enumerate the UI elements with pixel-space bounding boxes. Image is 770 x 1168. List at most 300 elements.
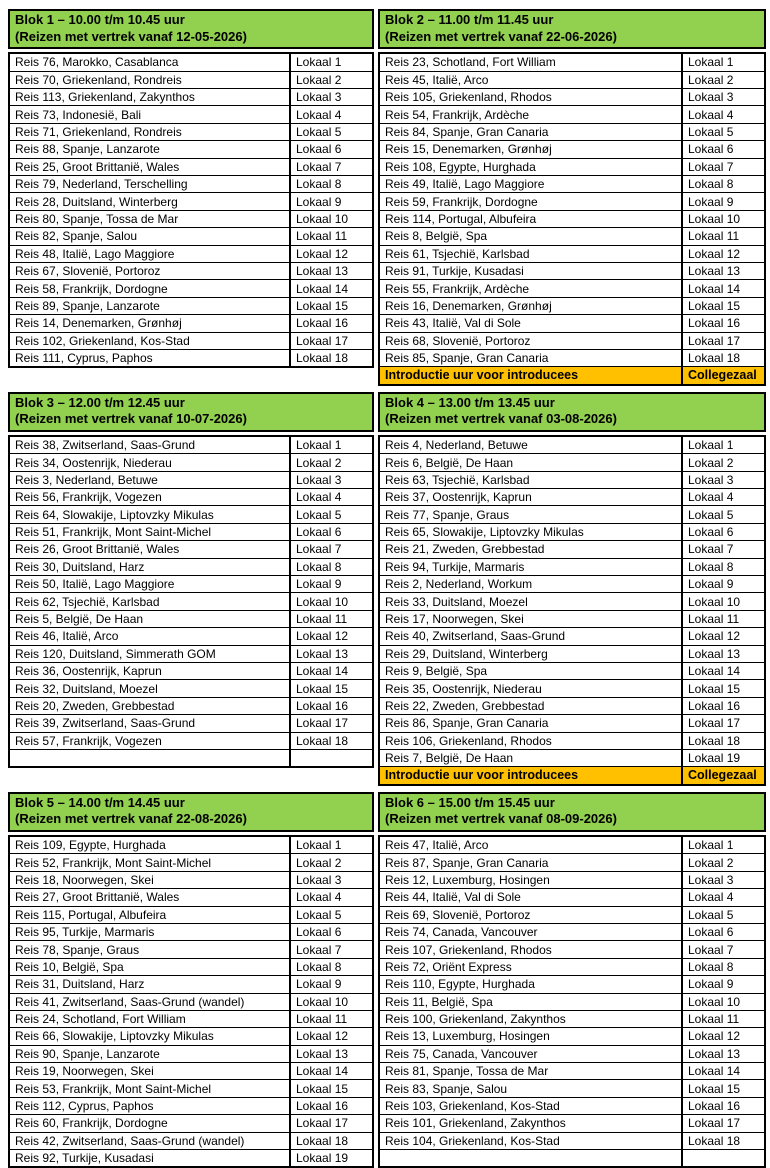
- trip-row: [9, 123, 373, 140]
- room-cell: Lokaal 3: [290, 89, 373, 106]
- room-cell: Lokaal 4: [290, 489, 373, 506]
- room-cell: Lokaal 10: [682, 993, 765, 1010]
- trip-row: [379, 1010, 765, 1027]
- trip-cell: Reis 25, Groot Brittanië, Wales: [9, 158, 290, 175]
- room-cell: Lokaal 1: [682, 836, 765, 854]
- trip-row: [9, 541, 373, 558]
- trip-row: [379, 280, 765, 297]
- trip-cell: Reis 24, Schotland, Fort William: [9, 1010, 290, 1027]
- room-cell: Lokaal 5: [290, 123, 373, 140]
- trip-row: [9, 193, 373, 210]
- block-header: [8, 9, 374, 49]
- trip-cell: Reis 120, Duitsland, Simmerath GOM: [9, 645, 290, 662]
- trip-cell: Reis 101, Griekenland, Zakynthos: [379, 1115, 682, 1132]
- block-blok-1: [8, 9, 374, 368]
- trip-row: [379, 523, 765, 540]
- trip-cell: Reis 55, Frankrijk, Ardèche: [379, 280, 682, 297]
- room-cell: Lokaal 18: [682, 732, 765, 749]
- trip-row: [379, 436, 765, 454]
- trip-row: [379, 1097, 765, 1114]
- trip-cell: Reis 31, Duitsland, Harz: [9, 976, 290, 993]
- trip-cell: Reis 82, Spanje, Salou: [9, 228, 290, 245]
- trip-cell: Reis 7, België, De Haan: [379, 749, 682, 766]
- trip-cell: Reis 27, Groot Brittanië, Wales: [9, 889, 290, 906]
- trip-row: [9, 715, 373, 732]
- trip-cell: Reis 76, Marokko, Casablanca: [9, 53, 290, 71]
- room-cell: Lokaal 8: [290, 958, 373, 975]
- trip-row: [9, 53, 373, 71]
- trip-cell: Reis 64, Slowakije, Liptovzky Mikulas: [9, 506, 290, 523]
- trip-cell: Reis 35, Oostenrijk, Niederau: [379, 680, 682, 697]
- trip-row: [379, 228, 765, 245]
- block-subtitle: (Reizen met vertrek vanaf 12-05-2026): [15, 28, 247, 44]
- trip-cell: Reis 83, Spanje, Salou: [379, 1080, 682, 1097]
- trip-row: [9, 836, 373, 854]
- room-cell: Lokaal 1: [290, 53, 373, 71]
- trip-cell: Reis 86, Spanje, Gran Canaria: [379, 715, 682, 732]
- room-cell: Lokaal 4: [682, 106, 765, 123]
- intro-label-cell: Introductie uur voor introducees: [379, 767, 682, 785]
- room-cell: Lokaal 2: [290, 454, 373, 471]
- trip-cell: Reis 65, Slowakije, Liptovzky Mikulas: [379, 523, 682, 540]
- trip-row: [9, 280, 373, 297]
- trip-cell: Reis 34, Oostenrijk, Niederau: [9, 454, 290, 471]
- trip-cell: Reis 6, België, De Haan: [379, 454, 682, 471]
- room-cell: Lokaal 14: [290, 1063, 373, 1080]
- room-cell: Lokaal 11: [682, 1010, 765, 1027]
- trip-cell: Reis 47, Italië, Arco: [379, 836, 682, 854]
- room-cell: Lokaal 13: [290, 645, 373, 662]
- block-subtitle: (Reizen met vertrek vanaf 03-08-2026): [385, 411, 617, 427]
- trip-row: [9, 889, 373, 906]
- trip-cell: Reis 36, Oostenrijk, Kaprun: [9, 663, 290, 680]
- trip-cell: Reis 33, Duitsland, Moezel: [379, 593, 682, 610]
- trip-cell: Reis 62, Tsjechië, Karlsbad: [9, 593, 290, 610]
- room-cell: Lokaal 5: [682, 906, 765, 923]
- trip-row: [9, 958, 373, 975]
- trip-row: [379, 123, 765, 140]
- room-cell: Lokaal 14: [682, 663, 765, 680]
- trip-cell: Reis 16, Denemarken, Grønhøj: [379, 297, 682, 314]
- trip-cell: Reis 45, Italië, Arco: [379, 71, 682, 88]
- trip-cell: Reis 68, Slovenië, Portoroz: [379, 332, 682, 349]
- trip-row: [9, 262, 373, 279]
- trip-cell: Reis 17, Noorwegen, Skei: [379, 610, 682, 627]
- block-header: [378, 792, 766, 832]
- trip-cell: Reis 2, Nederland, Workum: [379, 576, 682, 593]
- trip-row: [379, 1045, 765, 1062]
- block-blok-6: [378, 792, 766, 1168]
- trip-cell: Reis 112, Cyprus, Paphos: [9, 1097, 290, 1114]
- room-cell: Lokaal 10: [682, 210, 765, 227]
- room-cell: Lokaal 3: [682, 871, 765, 888]
- block-title: Blok 3 – 12.00 t/m 12.45 uur: [15, 394, 185, 410]
- trip-row: [379, 1063, 765, 1080]
- trip-cell: Reis 111, Cyprus, Paphos: [9, 349, 290, 367]
- trip-row: [379, 471, 765, 488]
- trip-cell: Reis 85, Spanje, Gran Canaria: [379, 349, 682, 366]
- room-cell: Lokaal 7: [682, 541, 765, 558]
- trip-cell: Reis 43, Italië, Val di Sole: [379, 315, 682, 332]
- room-cell: Lokaal 2: [290, 71, 373, 88]
- room-cell: Lokaal 15: [682, 1080, 765, 1097]
- room-cell: Lokaal 3: [290, 471, 373, 488]
- trip-row: [379, 941, 765, 958]
- room-cell: Lokaal 2: [682, 854, 765, 871]
- room-cell: Lokaal 15: [290, 297, 373, 314]
- trip-cell: Reis 95, Turkije, Marmaris: [9, 923, 290, 940]
- block-header: [378, 9, 766, 49]
- room-cell: Lokaal 7: [682, 941, 765, 958]
- trip-row: [9, 506, 373, 523]
- trip-cell: Reis 38, Zwitserland, Saas-Grund: [9, 436, 290, 454]
- empty-row: [379, 1150, 765, 1168]
- trip-row: [379, 906, 765, 923]
- trip-row: [9, 558, 373, 575]
- trip-row: [9, 158, 373, 175]
- trip-cell: Reis 39, Zwitserland, Saas-Grund: [9, 715, 290, 732]
- block-table: [8, 52, 374, 368]
- room-cell: Lokaal 10: [290, 593, 373, 610]
- room-cell: Lokaal 11: [290, 228, 373, 245]
- room-cell: Lokaal 14: [682, 1063, 765, 1080]
- room-cell: Lokaal 6: [682, 141, 765, 158]
- room-cell: Lokaal 3: [682, 89, 765, 106]
- trip-cell: Reis 19, Noorwegen, Skei: [9, 1063, 290, 1080]
- trip-row: [9, 645, 373, 662]
- trip-row: [9, 1115, 373, 1132]
- room-cell: Lokaal 8: [290, 558, 373, 575]
- room-cell: Lokaal 5: [290, 906, 373, 923]
- room-cell: Lokaal 6: [682, 523, 765, 540]
- room-cell: Lokaal 16: [682, 315, 765, 332]
- room-cell: Lokaal 15: [682, 680, 765, 697]
- room-cell: Lokaal 18: [290, 732, 373, 749]
- trip-cell: Reis 114, Portugal, Albufeira: [379, 210, 682, 227]
- trip-cell: Reis 44, Italië, Val di Sole: [379, 889, 682, 906]
- block-blok-4: [378, 392, 766, 786]
- trip-row: [379, 1132, 765, 1149]
- trip-row: [9, 332, 373, 349]
- trip-row: [379, 175, 765, 192]
- intro-row: [379, 367, 765, 385]
- trip-row: [9, 732, 373, 749]
- trip-cell: Reis 15, Denemarken, Grønhøj: [379, 141, 682, 158]
- block-blok-3: [8, 392, 374, 769]
- trip-row: [379, 1115, 765, 1132]
- trip-cell: Reis 41, Zwitserland, Saas-Grund (wandel): [9, 993, 290, 1010]
- room-cell: Lokaal 1: [290, 436, 373, 454]
- room-cell: Lokaal 9: [682, 576, 765, 593]
- trip-cell: Reis 13, Luxemburg, Hosingen: [379, 1028, 682, 1045]
- room-cell: Lokaal 16: [290, 315, 373, 332]
- trip-row: [379, 141, 765, 158]
- trip-row: [9, 1132, 373, 1149]
- room-cell: Lokaal 16: [682, 697, 765, 714]
- trip-row: [9, 228, 373, 245]
- room-cell: Lokaal 7: [290, 941, 373, 958]
- room-cell: Lokaal 15: [290, 1080, 373, 1097]
- room-cell: Lokaal 1: [682, 436, 765, 454]
- room-cell: Lokaal 4: [682, 889, 765, 906]
- trip-row: [379, 889, 765, 906]
- trip-row: [9, 454, 373, 471]
- trip-row: [379, 1080, 765, 1097]
- room-cell: Lokaal 17: [290, 1115, 373, 1132]
- room-cell: Lokaal 17: [682, 332, 765, 349]
- trip-cell: Reis 14, Denemarken, Grønhøj: [9, 315, 290, 332]
- trip-cell: Reis 66, Slowakije, Liptovzky Mikulas: [9, 1028, 290, 1045]
- room-cell: Lokaal 13: [682, 1045, 765, 1062]
- trip-row: [379, 193, 765, 210]
- room-cell: Lokaal 13: [290, 262, 373, 279]
- room-cell: Lokaal 13: [682, 262, 765, 279]
- empty-room-cell: [682, 1150, 765, 1168]
- trip-cell: Reis 107, Griekenland, Rhodos: [379, 941, 682, 958]
- trip-row: [379, 576, 765, 593]
- room-cell: Lokaal 18: [290, 349, 373, 367]
- block-title: Blok 1 – 10.00 t/m 10.45 uur: [15, 12, 185, 27]
- room-cell: Lokaal 5: [682, 123, 765, 140]
- trip-row: [379, 871, 765, 888]
- room-cell: Lokaal 14: [290, 663, 373, 680]
- block-table: [378, 435, 766, 786]
- trip-row: [9, 680, 373, 697]
- room-cell: Lokaal 17: [682, 715, 765, 732]
- trip-cell: Reis 21, Zweden, Grebbestad: [379, 541, 682, 558]
- trip-cell: Reis 10, België, Spa: [9, 958, 290, 975]
- empty-room-cell: [290, 749, 373, 767]
- trip-row: [379, 958, 765, 975]
- room-cell: Lokaal 9: [290, 576, 373, 593]
- room-cell: Lokaal 8: [290, 175, 373, 192]
- block-blok-5: [8, 792, 374, 1168]
- room-cell: Lokaal 1: [290, 836, 373, 854]
- trip-row: [379, 489, 765, 506]
- room-cell: Lokaal 7: [290, 158, 373, 175]
- room-cell: Lokaal 13: [290, 1045, 373, 1062]
- trip-row: [9, 89, 373, 106]
- room-cell: Lokaal 10: [682, 593, 765, 610]
- trip-row: [9, 471, 373, 488]
- trip-row: [9, 923, 373, 940]
- trip-row: [379, 349, 765, 366]
- trip-row: [379, 158, 765, 175]
- trip-cell: Reis 53, Frankrijk, Mont Saint-Michel: [9, 1080, 290, 1097]
- room-cell: Lokaal 17: [290, 715, 373, 732]
- trip-cell: Reis 108, Egypte, Hurghada: [379, 158, 682, 175]
- room-cell: Lokaal 13: [682, 645, 765, 662]
- trip-row: [379, 541, 765, 558]
- trip-cell: Reis 52, Frankrijk, Mont Saint-Michel: [9, 854, 290, 871]
- room-cell: Lokaal 5: [682, 506, 765, 523]
- trip-row: [379, 645, 765, 662]
- trip-cell: Reis 74, Canada, Vancouver: [379, 923, 682, 940]
- trip-cell: Reis 5, België, De Haan: [9, 610, 290, 627]
- block-header: [8, 792, 374, 832]
- trip-row: [9, 1080, 373, 1097]
- trip-row: [9, 906, 373, 923]
- trip-row: [9, 315, 373, 332]
- trip-row: [379, 610, 765, 627]
- trip-row: [9, 576, 373, 593]
- room-cell: Lokaal 10: [290, 210, 373, 227]
- room-cell: Lokaal 14: [682, 280, 765, 297]
- trip-row: [379, 506, 765, 523]
- trip-cell: Reis 8, België, Spa: [379, 228, 682, 245]
- room-cell: Lokaal 15: [290, 680, 373, 697]
- room-cell: Lokaal 9: [290, 976, 373, 993]
- trip-row: [9, 593, 373, 610]
- trip-cell: Reis 28, Duitsland, Winterberg: [9, 193, 290, 210]
- trip-row: [9, 210, 373, 227]
- room-cell: Lokaal 12: [682, 628, 765, 645]
- block-table: [8, 835, 374, 1168]
- trip-row: [9, 349, 373, 367]
- trip-cell: Reis 100, Griekenland, Zakynthos: [379, 1010, 682, 1027]
- trip-row: [379, 993, 765, 1010]
- empty-trip-cell: [379, 1150, 682, 1168]
- intro-row: [379, 767, 765, 785]
- empty-trip-cell: [9, 749, 290, 767]
- trip-cell: Reis 30, Duitsland, Harz: [9, 558, 290, 575]
- room-cell: Lokaal 18: [682, 349, 765, 366]
- block-blok-2: [378, 9, 766, 386]
- room-cell: Lokaal 12: [290, 1028, 373, 1045]
- trip-cell: Reis 63, Tsjechië, Karlsbad: [379, 471, 682, 488]
- room-cell: Lokaal 7: [290, 541, 373, 558]
- room-cell: Lokaal 11: [290, 1010, 373, 1027]
- trip-cell: Reis 29, Duitsland, Winterberg: [379, 645, 682, 662]
- trip-row: [379, 210, 765, 227]
- room-cell: Lokaal 6: [290, 923, 373, 940]
- trip-row: [9, 976, 373, 993]
- room-cell: Lokaal 19: [682, 749, 765, 766]
- trip-cell: Reis 54, Frankrijk, Ardèche: [379, 106, 682, 123]
- trip-row: [9, 1045, 373, 1062]
- block-title: Blok 6 – 15.00 t/m 15.45 uur: [385, 794, 555, 810]
- trip-row: [379, 332, 765, 349]
- trip-row: [9, 1063, 373, 1080]
- intro-room-cell: Collegezaal: [682, 767, 765, 785]
- trip-row: [9, 1150, 373, 1168]
- room-cell: Lokaal 16: [682, 1097, 765, 1114]
- trip-cell: Reis 106, Griekenland, Rhodos: [379, 732, 682, 749]
- trip-row: [9, 854, 373, 871]
- trip-cell: Reis 75, Canada, Vancouver: [379, 1045, 682, 1062]
- trip-row: [379, 315, 765, 332]
- trip-row: [379, 297, 765, 314]
- trip-cell: Reis 81, Spanje, Tossa de Mar: [379, 1063, 682, 1080]
- trip-row: [9, 663, 373, 680]
- room-cell: Lokaal 2: [682, 454, 765, 471]
- trip-cell: Reis 23, Schotland, Fort William: [379, 53, 682, 71]
- room-cell: Lokaal 12: [290, 628, 373, 645]
- block-title: Blok 2 – 11.00 t/m 11.45 uur: [385, 12, 554, 27]
- trip-row: [379, 854, 765, 871]
- trip-row: [379, 628, 765, 645]
- trip-cell: Reis 56, Frankrijk, Vogezen: [9, 489, 290, 506]
- room-cell: Lokaal 9: [290, 193, 373, 210]
- trip-cell: Reis 84, Spanje, Gran Canaria: [379, 123, 682, 140]
- trip-row: [379, 454, 765, 471]
- trip-cell: Reis 113, Griekenland, Zakynthos: [9, 89, 290, 106]
- trip-cell: Reis 57, Frankrijk, Vogezen: [9, 732, 290, 749]
- trip-cell: Reis 46, Italië, Arco: [9, 628, 290, 645]
- trip-row: [9, 489, 373, 506]
- block-header: [378, 392, 766, 432]
- room-cell: Lokaal 8: [682, 558, 765, 575]
- intro-label-cell: Introductie uur voor introducees: [379, 367, 682, 385]
- trip-cell: Reis 60, Frankrijk, Dordogne: [9, 1115, 290, 1132]
- block-table: [378, 52, 766, 385]
- trip-cell: Reis 42, Zwitserland, Saas-Grund (wandel): [9, 1132, 290, 1149]
- trip-cell: Reis 59, Frankrijk, Dordogne: [379, 193, 682, 210]
- room-cell: Lokaal 12: [682, 245, 765, 262]
- room-cell: Lokaal 11: [682, 610, 765, 627]
- block-subtitle: (Reizen met vertrek vanaf 22-06-2026): [385, 28, 617, 44]
- intro-room-cell: Collegezaal: [682, 367, 765, 385]
- trip-cell: Reis 69, Slovenië, Portoroz: [379, 906, 682, 923]
- trip-row: [9, 71, 373, 88]
- trip-row: [9, 697, 373, 714]
- room-cell: Lokaal 4: [290, 106, 373, 123]
- trip-row: [379, 245, 765, 262]
- trip-row: [9, 941, 373, 958]
- room-cell: Lokaal 11: [682, 228, 765, 245]
- room-cell: Lokaal 3: [290, 871, 373, 888]
- room-cell: Lokaal 9: [682, 193, 765, 210]
- room-cell: Lokaal 9: [682, 976, 765, 993]
- trip-cell: Reis 9, België, Spa: [379, 663, 682, 680]
- room-cell: Lokaal 4: [290, 889, 373, 906]
- block-header: [8, 392, 374, 432]
- trip-cell: Reis 78, Spanje, Graus: [9, 941, 290, 958]
- trip-cell: Reis 50, Italië, Lago Maggiore: [9, 576, 290, 593]
- trip-row: [379, 836, 765, 854]
- trip-cell: Reis 103, Griekenland, Kos-Stad: [379, 1097, 682, 1114]
- room-cell: Lokaal 12: [290, 245, 373, 262]
- room-cell: Lokaal 17: [290, 332, 373, 349]
- trip-row: [9, 436, 373, 454]
- trip-row: [379, 697, 765, 714]
- trip-row: [379, 1028, 765, 1045]
- trip-cell: Reis 94, Turkije, Marmaris: [379, 558, 682, 575]
- trip-cell: Reis 110, Egypte, Hurghada: [379, 976, 682, 993]
- block-subtitle: (Reizen met vertrek vanaf 22-08-2026): [15, 811, 247, 827]
- room-cell: Lokaal 16: [290, 697, 373, 714]
- trip-row: [379, 976, 765, 993]
- room-cell: Lokaal 8: [682, 958, 765, 975]
- trip-cell: Reis 37, Oostenrijk, Kaprun: [379, 489, 682, 506]
- trip-cell: Reis 3, Nederland, Betuwe: [9, 471, 290, 488]
- room-cell: Lokaal 4: [682, 489, 765, 506]
- trip-row: [9, 175, 373, 192]
- trip-row: [9, 141, 373, 158]
- trip-cell: Reis 73, Indonesië, Bali: [9, 106, 290, 123]
- trip-row: [9, 610, 373, 627]
- trip-row: [379, 106, 765, 123]
- trip-cell: Reis 92, Turkije, Kusadasi: [9, 1150, 290, 1168]
- trip-row: [9, 297, 373, 314]
- trip-cell: Reis 48, Italië, Lago Maggiore: [9, 245, 290, 262]
- room-cell: Lokaal 5: [290, 506, 373, 523]
- room-cell: Lokaal 2: [290, 854, 373, 871]
- blocks-grid: [8, 9, 762, 1168]
- trip-cell: Reis 4, Nederland, Betuwe: [379, 436, 682, 454]
- trip-row: [9, 628, 373, 645]
- block-title: Blok 4 – 13.00 t/m 13.45 uur: [385, 394, 555, 410]
